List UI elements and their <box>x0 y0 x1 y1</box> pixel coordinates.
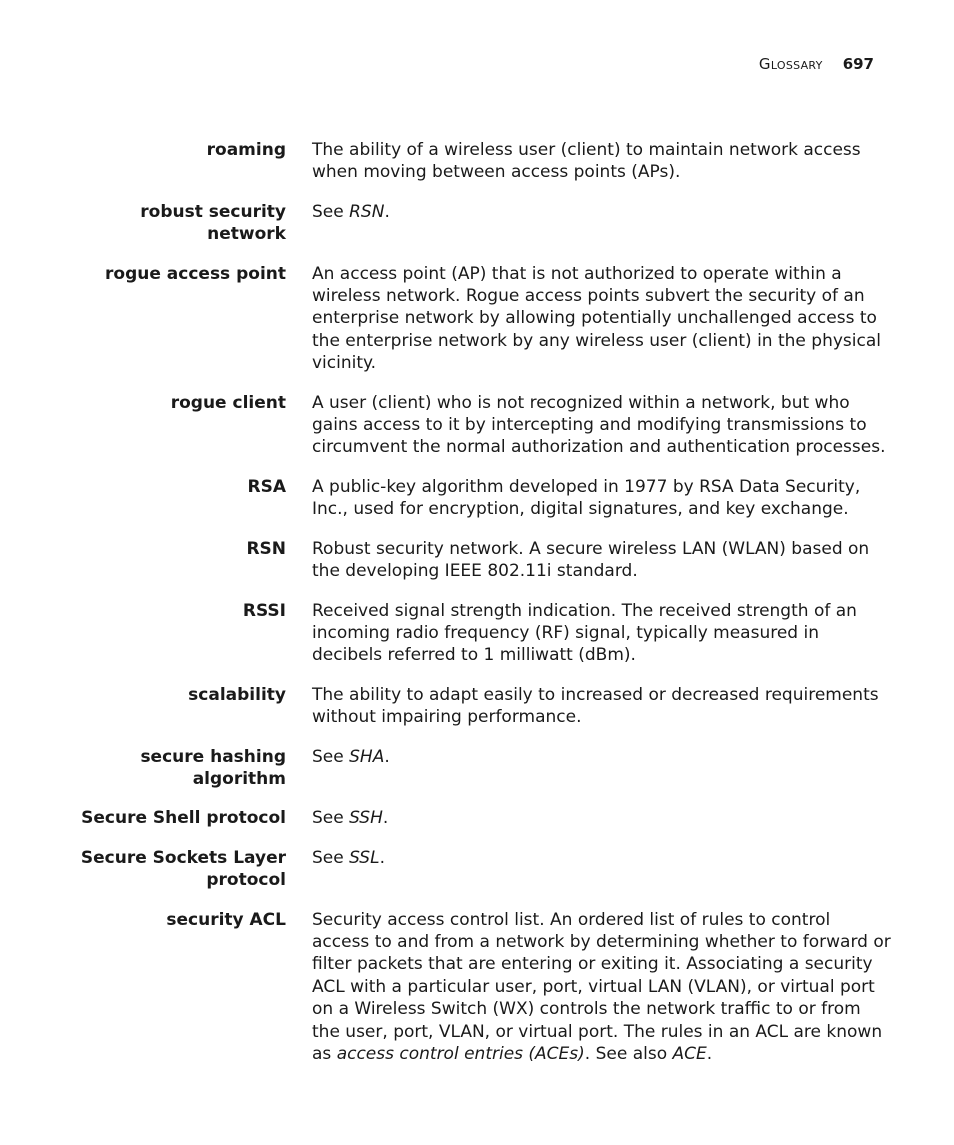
running-head <box>759 55 874 73</box>
glossary-definition <box>312 847 892 892</box>
glossary-term <box>0 600 286 667</box>
glossary-term-line: network <box>207 224 286 245</box>
definition-text: . <box>706 1044 713 1064</box>
glossary-entry <box>0 684 954 729</box>
glossary-term <box>0 746 286 791</box>
glossary-term-line: rogue client <box>170 392 286 413</box>
glossary-entry <box>0 392 954 459</box>
definition-text: See <box>312 201 350 222</box>
glossary-term-line: Secure Shell protocol <box>81 808 286 829</box>
glossary-entry <box>0 139 954 184</box>
cross-reference: access control entries (ACEs) <box>336 1044 585 1064</box>
glossary-entry <box>0 263 954 375</box>
glossary-term-line: algorithm <box>192 768 286 789</box>
glossary-entry <box>0 746 954 791</box>
definition-text: See <box>312 808 350 829</box>
definition-text: A public-key algorithm developed in 1977 by RSA Data Security, Inc., used for encryption, digital signatures, and key exchange. <box>312 476 861 520</box>
definition-text: . <box>384 201 390 222</box>
glossary-term <box>0 392 286 459</box>
page-number: 697 <box>842 55 874 73</box>
glossary-term <box>0 538 286 583</box>
definition-text: The ability to adapt easily to increased or decreased requirements without impairing performance. <box>312 684 879 728</box>
glossary-entry <box>0 538 954 583</box>
glossary-list <box>0 139 954 1082</box>
glossary-definition <box>312 538 892 583</box>
cross-reference: RSN <box>349 201 385 222</box>
glossary-term-line: scalability <box>188 684 286 705</box>
definition-text: . <box>384 746 390 767</box>
glossary-definition <box>312 807 892 829</box>
glossary-term <box>0 807 286 829</box>
glossary-definition <box>312 746 892 791</box>
definition-text: Received signal strength indication. The received strength of an incoming radio frequency (RF) signal, typically measured in decibels referred to 1 milliwatt (dBm). <box>312 600 857 666</box>
glossary-entry <box>0 807 954 829</box>
glossary-definition <box>312 684 892 729</box>
definition-text: See <box>312 847 350 868</box>
glossary-term <box>0 909 286 1066</box>
glossary-term-line: security ACL <box>166 909 286 930</box>
definition-text: . <box>379 847 385 868</box>
glossary-term-line: Secure Sockets Layer <box>80 847 286 868</box>
glossary-entry <box>0 600 954 667</box>
section-name: Glossary <box>758 55 823 73</box>
glossary-definition <box>312 600 892 667</box>
glossary-term-line: robust security <box>140 201 286 222</box>
glossary-entry <box>0 201 954 246</box>
glossary-term-line: RSA <box>247 476 286 497</box>
definition-text: A user (client) who is not recognized within a network, but who gains access to it by intercepting and modifying transmissions to circumvent the normal authorization and authentication processes. <box>312 392 886 458</box>
glossary-definition <box>312 263 892 375</box>
definition-text: . <box>382 808 389 829</box>
glossary-term-line: RSSI <box>242 600 286 621</box>
glossary-term <box>0 684 286 729</box>
glossary-definition <box>312 392 892 459</box>
cross-reference: SHA <box>349 746 385 767</box>
glossary-definition <box>312 201 892 246</box>
glossary-term-line: secure hashing <box>140 746 286 767</box>
glossary-term <box>0 847 286 892</box>
definition-text: The ability of a wireless user (client) to maintain network access when moving between access points (APs). <box>312 140 861 183</box>
glossary-entry <box>0 909 954 1066</box>
glossary-term <box>0 201 286 246</box>
glossary-term <box>0 476 286 521</box>
definition-text: See <box>312 746 350 767</box>
cross-reference: ACE <box>672 1044 707 1064</box>
definition-text: Security access control list. An ordered list of rules to control access to and from a network by determining whether to forward or filter packets that are entering or exiting it. Associating a security ACL with a particular user, port, virtual LAN (VLAN), or virtual port on a Wireless Switch (WX) controls the network traffic to or from the user, port, VLAN, or virtual port. The rules in an ACL are known as <box>312 909 891 1064</box>
glossary-term-line: roaming <box>206 140 286 160</box>
glossary-term-line: RSN <box>246 538 286 559</box>
glossary-definition <box>312 139 892 184</box>
glossary-definition <box>312 476 892 521</box>
glossary-entry <box>0 847 954 892</box>
cross-reference: SSL <box>349 847 380 868</box>
glossary-definition <box>312 909 892 1066</box>
glossary-entry <box>0 476 954 521</box>
cross-reference: SSH <box>349 808 383 829</box>
definition-text: Robust security network. A secure wireless LAN (WLAN) based on the developing IEEE 802.11i standard. <box>312 538 870 582</box>
glossary-term-line: rogue access point <box>105 263 286 284</box>
definition-text: . See also <box>584 1044 673 1064</box>
definition-text: An access point (AP) that is not authorized to operate within a wireless network. Rogue access points subvert the security of an enterprise network by allowing potentially unchallenged access to the enterprise network by any wireless user (client) in the physical vicinity. <box>312 263 881 374</box>
glossary-term <box>0 263 286 375</box>
glossary-term-line: protocol <box>206 870 286 891</box>
glossary-term <box>0 139 286 184</box>
